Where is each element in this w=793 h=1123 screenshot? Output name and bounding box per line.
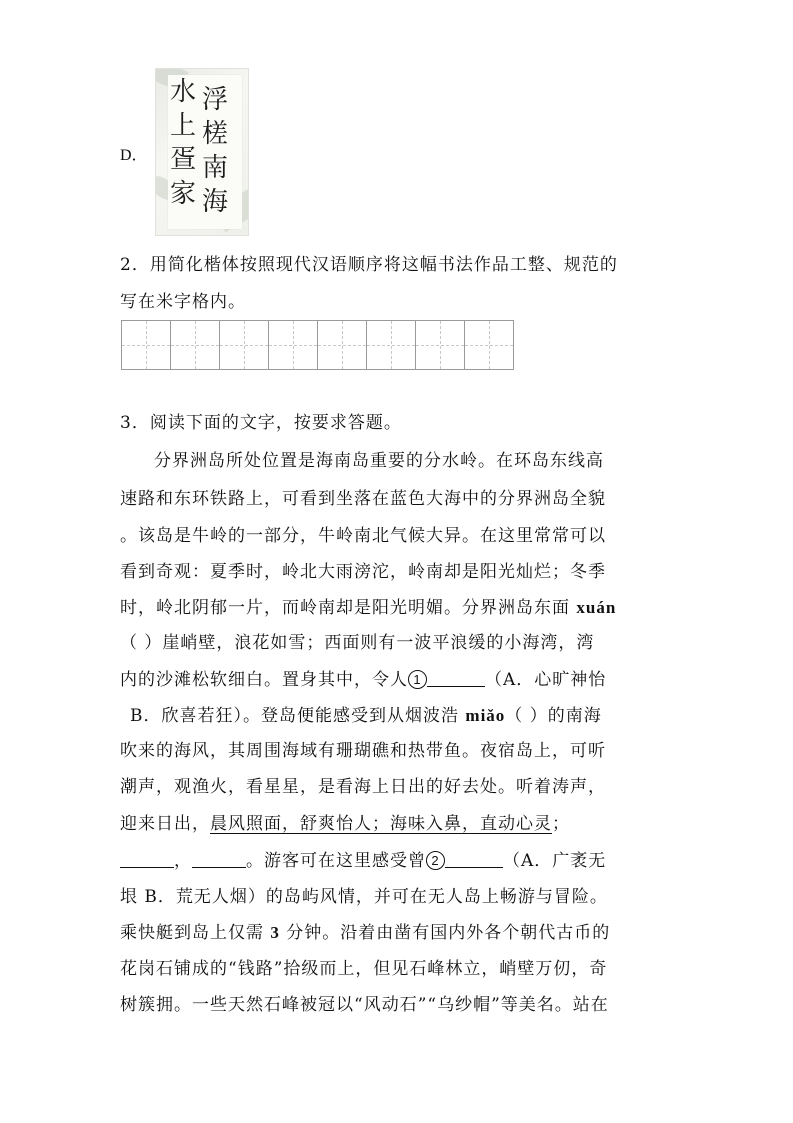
writing-grid[interactable] xyxy=(121,320,514,370)
calligraphy-char: 疍 xyxy=(169,145,196,175)
passage-line: 。该岛是牛岭的一部分，牛岭南北气候大异。在这里常常可以 xyxy=(120,526,606,546)
calligraphy-char: 槎 xyxy=(201,119,228,149)
passage-line: 树簇拥。一些天然石峰被冠以“风动石”“乌纱帽”等美名。站在 xyxy=(120,995,609,1015)
circled-number-1: 1 xyxy=(408,670,427,689)
passage-line xyxy=(130,701,602,726)
grid-cell[interactable] xyxy=(416,321,465,369)
passage-text: 分钟。沿着由凿有国内外各个朝代古币的 xyxy=(279,923,611,943)
passage-line: 分界洲岛所处位置是海南岛重要的分水岭。在环岛东线高 xyxy=(154,451,604,471)
grid-cell[interactable] xyxy=(318,321,367,369)
passage-text: 时，岭北阴郁一片，而岭南却是阳光明媚。分界洲岛东面 xyxy=(120,598,577,618)
answer-blank-2[interactable] xyxy=(120,851,174,868)
passage-text: ， xyxy=(174,851,192,871)
passage-line: 花岗石铺成的“钱路”拾级而上，但见石峰林立，峭壁万仞，奇 xyxy=(120,959,608,979)
option-d-label: D． xyxy=(120,147,148,164)
passage-text: 迎来日出， xyxy=(120,814,210,834)
passage-line xyxy=(120,593,616,618)
passage-line xyxy=(120,809,570,834)
circled-number-2: 2 xyxy=(426,851,445,870)
grid-cell[interactable] xyxy=(465,321,513,369)
passage-line: 速路和东环铁路上，可看到坐落在蓝色大海中的分界洲岛全貌 xyxy=(120,489,606,509)
question-2-line-1: 2．用简化楷体按照现代汉语顺序将这幅书法作品工整、规范的 xyxy=(120,255,618,275)
passage-line: 吹来的海风，其周围海域有珊瑚礁和热带鱼。夜宿岛上，可听 xyxy=(120,741,606,761)
passage-text: （A．心旷神怡 xyxy=(485,670,607,690)
passage-number: 3 xyxy=(270,923,280,942)
question-3-heading: 3．阅读下面的文字，按要求答题。 xyxy=(120,413,402,433)
passage-line: 看到奇观：夏季时，岭北大雨滂沱，岭南却是阳光灿烂；冬季 xyxy=(120,562,606,582)
passage-line xyxy=(120,846,606,871)
underlined-sentence: 晨风照面，舒爽怡人；海味入鼻，直动心灵 xyxy=(210,814,552,834)
calligraphy-left-column xyxy=(168,75,198,211)
grid-cell[interactable] xyxy=(171,321,220,369)
passage-line: （ ）崖峭壁，浪花如雪；西面则有一波平浪缓的小海湾，湾 xyxy=(120,633,595,653)
answer-blank-4[interactable] xyxy=(445,851,503,868)
answer-blank-1[interactable] xyxy=(427,670,485,687)
grid-cell[interactable] xyxy=(269,321,318,369)
calligraphy-char: 南 xyxy=(201,153,228,183)
pinyin-miao: miǎo xyxy=(465,706,506,725)
passage-line: 垠 B．荒无人烟）的岛屿风情，并可在无人岛上畅游与冒险。 xyxy=(120,887,608,907)
grid-cell[interactable] xyxy=(220,321,269,369)
pinyin-xuan: xuán xyxy=(576,598,617,617)
passage-line xyxy=(120,918,610,943)
passage-text: 。游客可在这里感受曾 xyxy=(246,851,426,871)
calligraphy-artwork-image xyxy=(155,68,249,236)
calligraphy-char: 上 xyxy=(169,111,196,141)
passage-line xyxy=(120,665,606,690)
calligraphy-char: 浮 xyxy=(201,85,228,115)
passage-text: （ ）的南海 xyxy=(505,706,602,726)
passage-text: 内的沙滩松软细白。置身其中，令人 xyxy=(120,670,408,690)
passage-text: ； xyxy=(552,814,570,834)
calligraphy-right-column xyxy=(200,83,230,219)
answer-blank-3[interactable] xyxy=(192,851,246,868)
calligraphy-char: 水 xyxy=(169,77,196,107)
grid-cell[interactable] xyxy=(122,321,171,369)
passage-line: 潮声，观渔火，看星星，是看海上日出的好去处。听着涛声， xyxy=(120,777,606,797)
passage-text: 乘快艇到岛上仅需 xyxy=(120,923,271,943)
grid-cell[interactable] xyxy=(367,321,416,369)
passage-text: （A．广袤无 xyxy=(503,851,607,871)
passage-text: B．欣喜若狂）。登岛便能感受到从烟波浩 xyxy=(130,706,466,726)
question-2-line-2: 写在米字格内。 xyxy=(120,292,246,312)
calligraphy-char: 海 xyxy=(201,187,228,217)
calligraphy-char: 家 xyxy=(169,179,196,209)
